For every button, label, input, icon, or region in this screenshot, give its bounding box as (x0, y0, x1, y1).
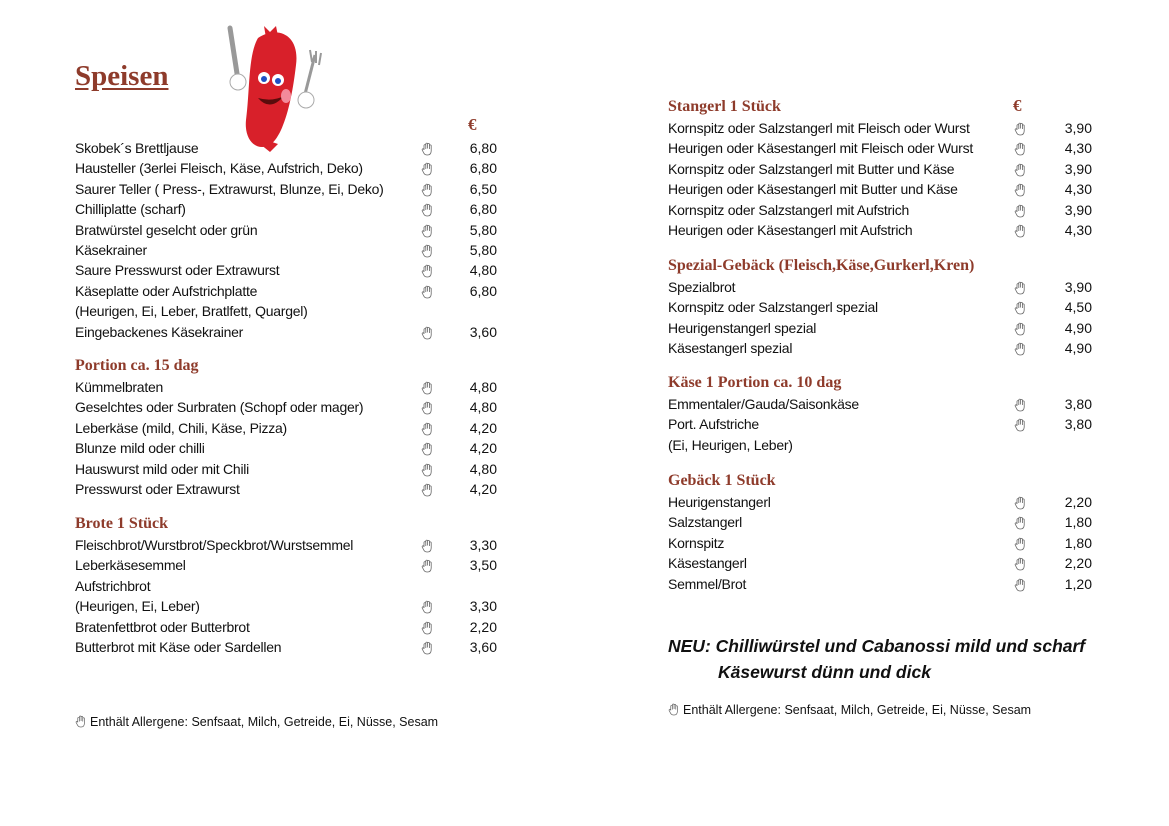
menu-item-price: 4,30 (1064, 140, 1092, 157)
menu-item (668, 414, 1092, 434)
menu-item (668, 394, 1092, 414)
menu-item (668, 533, 1092, 553)
hand-icon (421, 462, 434, 476)
hand-icon (1014, 321, 1027, 335)
menu-item-price: 4,80 (469, 399, 497, 416)
currency-header: € (468, 115, 477, 134)
hand-icon (421, 182, 434, 196)
menu-item (75, 397, 497, 417)
hand-icon (421, 243, 434, 257)
hand-icon (75, 715, 90, 729)
menu-item (668, 512, 1092, 532)
hand-icon (421, 558, 434, 572)
menu-item-name: Heurigenstangerl (668, 494, 771, 510)
menu-item (75, 438, 497, 458)
menu-item-name: Semmel/Brot (668, 575, 747, 592)
section-heading: Käse 1 Portion ca. 10 dag (668, 374, 842, 391)
hand-icon (421, 141, 434, 155)
menu-item-price: 3,90 (1064, 120, 1092, 136)
section-stangerl (668, 96, 1092, 240)
menu-item (75, 240, 497, 260)
menu-item-name: Kornspitz oder Salzstangerl mit Butter und Käse (668, 160, 955, 177)
menu-item-name: Heurigenstangerl spezial (668, 319, 817, 336)
menu-item-name: Käsestangerl (668, 555, 747, 572)
menu-item-name: Kornspitz oder Salzstangerl spezial (668, 299, 878, 316)
menu-item-name: Heurigen oder Käsestangerl mit Aufstrich (668, 221, 913, 238)
menu-item (75, 138, 497, 158)
menu-item-price: 1,80 (1064, 514, 1092, 531)
menu-item (75, 596, 497, 616)
section-heading: Brote 1 Stück (75, 515, 169, 532)
menu-item-price: 2,20 (469, 618, 497, 635)
hand-icon (421, 202, 434, 216)
menu-item (668, 297, 1092, 317)
hand-icon (1014, 162, 1027, 176)
menu-item (75, 637, 497, 657)
menu-item-name: Käsestangerl spezial (668, 340, 793, 357)
menu-item-price: 4,90 (1064, 340, 1092, 357)
allergen-note-left (75, 715, 438, 729)
menu-item-price: 1,80 (1064, 534, 1092, 551)
menu-item (75, 479, 497, 499)
hand-icon (1014, 203, 1027, 217)
menu-item (75, 301, 384, 321)
menu-item-name: Leberkäsesemmel (75, 557, 186, 574)
menu-item-price: 3,90 (1064, 160, 1092, 177)
hand-icon (421, 325, 434, 339)
menu-item-name: Leberkäse (mild, Chili, Käse, Pizza) (75, 419, 287, 436)
hand-icon (421, 421, 434, 435)
hand-icon (421, 284, 434, 298)
menu-item (75, 576, 353, 596)
hand-icon (1014, 495, 1027, 509)
section-heading: Portion ca. 15 dag (75, 357, 199, 374)
menu-item-name: Saure Presswurst oder Extrawurst (75, 262, 280, 279)
menu-item-price: 4,30 (1064, 181, 1092, 198)
menu-item-name: Bratwürstel geselcht oder grün (75, 221, 258, 238)
menu-item-price: 3,30 (469, 537, 497, 553)
menu-item-price: 6,50 (469, 180, 497, 197)
menu-item-name: Kümmelbraten (75, 379, 164, 395)
hand-icon (421, 620, 434, 634)
menu-item-price: 3,80 (1064, 416, 1092, 433)
menu-item-price: 4,90 (1064, 319, 1092, 336)
menu-item-name: Skobek´s Brettljause (75, 140, 199, 156)
menu-item (668, 277, 1092, 297)
menu-item-price: 2,20 (1064, 494, 1092, 510)
hand-icon (1014, 417, 1027, 431)
hand-icon (1014, 536, 1027, 550)
menu-item-price: 1,20 (1064, 575, 1092, 592)
menu-item-price: 3,60 (469, 638, 497, 655)
hand-icon (1014, 515, 1027, 529)
hand-icon (421, 161, 434, 175)
menu-item (75, 418, 497, 438)
hand-icon (1014, 341, 1027, 355)
currency-header-right: € (1013, 96, 1022, 115)
menu-item-name: Blunze mild oder chilli (75, 440, 205, 457)
menu-item-name: Spezialbrot (668, 279, 736, 295)
menu-item-price: 3,90 (1064, 201, 1092, 218)
hand-icon (1014, 556, 1027, 570)
section-brote (75, 513, 497, 657)
menu-item-name: Bratenfettbrot oder Butterbrot (75, 618, 250, 635)
menu-item-name: Kornspitz oder Salzstangerl mit Fleisch oder Wurst (668, 120, 970, 136)
hand-icon (421, 263, 434, 277)
hand-icon (421, 640, 434, 654)
hand-icon (1014, 397, 1027, 411)
menu-item (75, 199, 497, 219)
menu-item-price: 4,80 (469, 379, 497, 395)
hand-icon (1014, 280, 1027, 294)
menu-item-price: 2,20 (1064, 555, 1092, 572)
menu-item-price: 6,80 (469, 160, 497, 177)
menu-item-name: Chilliplatte (scharf) (75, 201, 186, 218)
menu-item-name: Käsekrainer (75, 241, 147, 258)
menu-item-name: Eingebackenes Käsekrainer (75, 323, 244, 340)
hand-icon (421, 482, 434, 496)
menu-item-name: Hauswurst mild oder mit Chili (75, 460, 250, 477)
allergen-note-right (668, 703, 1031, 717)
menu-item-price: 4,80 (469, 460, 497, 477)
hand-icon (1014, 182, 1027, 196)
menu-item (75, 158, 497, 178)
menu-item (75, 617, 497, 637)
section-heading: Gebäck 1 Stück (668, 472, 776, 489)
menu-item (668, 179, 1092, 199)
menu-item (75, 377, 497, 397)
hand-icon (668, 703, 683, 717)
section-portion (75, 355, 497, 499)
menu-item-name: Hausteller (3erlei Fleisch, Käse, Aufstrich, Deko) (75, 160, 363, 177)
menu-item-name: (Ei, Heurigen, Leber) (668, 436, 793, 453)
menu-item-price: 6,80 (469, 201, 497, 218)
hand-icon (1014, 223, 1027, 237)
menu-item-name: (Heurigen, Ei, Leber, Bratlfett, Quargel) (75, 303, 308, 320)
menu-item-price: 4,20 (469, 440, 497, 457)
news-line-2: Käsewurst dünn und dick (718, 662, 931, 682)
menu-item-name: Aufstrichbrot (75, 577, 151, 594)
menu-item-name: Fleischbrot/Wurstbrot/Speckbrot/Wurstsemmel (75, 537, 354, 553)
menu-item (75, 179, 497, 199)
menu-item-name: Geselchtes oder Surbraten (Schopf oder mager) (75, 399, 364, 416)
hand-icon (1014, 121, 1027, 135)
menu-item (75, 220, 497, 240)
hand-icon (421, 599, 434, 613)
hand-icon (421, 441, 434, 455)
menu-item-price: 4,50 (1064, 299, 1092, 316)
menu-item (668, 338, 1092, 358)
menu-item-price: 3,50 (469, 557, 497, 574)
menu-item-price: 4,20 (469, 480, 497, 497)
menu-item-price: 5,80 (469, 221, 497, 238)
menu-item (668, 220, 1092, 240)
menu-item (668, 435, 859, 455)
menu-item-price: 3,80 (1064, 396, 1092, 412)
menu-item (668, 138, 1092, 158)
allergen-note-text: Enthält Allergene: Senfsaat, Milch, Getreide, Ei, Nüsse, Sesam (90, 715, 439, 729)
menu-item (668, 574, 1092, 594)
section-gebaeck (668, 470, 1092, 594)
menu-item-name: Presswurst oder Extrawurst (75, 480, 240, 497)
menu-item-price: 4,20 (469, 419, 497, 436)
menu-item-price: 6,80 (469, 140, 497, 156)
menu-item (668, 553, 1092, 573)
menu-item-name: Port. Aufstriche (668, 416, 759, 433)
menu-item (75, 535, 497, 555)
menu-item (75, 281, 497, 301)
menu-item-price: 4,80 (469, 262, 497, 279)
menu-item-name: (Heurigen, Ei, Leber) (75, 598, 200, 615)
menu-item-name: Emmentaler/Gauda/Saisonkäse (668, 396, 859, 412)
menu-item (75, 555, 497, 575)
hand-icon (421, 380, 434, 394)
menu-item-price: 6,80 (469, 282, 497, 299)
hand-icon (1014, 577, 1027, 591)
page-title: Speisen (75, 60, 169, 92)
menu-item-price: 3,60 (469, 323, 497, 340)
menu-item-name: Salzstangerl (668, 514, 743, 531)
menu-item (668, 200, 1092, 220)
menu-item-price: 5,80 (469, 241, 497, 258)
hand-icon (421, 223, 434, 237)
section-heading: Spezial-Gebäck (Fleisch,Käse,Gurkerl,Kren) (668, 257, 975, 274)
hand-icon (421, 400, 434, 414)
news-announcement (668, 633, 1085, 685)
menu-item (668, 492, 1092, 512)
hand-icon (421, 538, 434, 552)
section-speisen (75, 138, 497, 342)
menu-item (75, 260, 497, 280)
news-line-1: NEU: Chilliwürstel und Cabanossi mild und scharf (668, 636, 1086, 656)
hand-icon (1014, 300, 1027, 314)
menu-item-name: Käseplatte oder Aufstrichplatte (75, 282, 258, 299)
menu-item (668, 318, 1092, 338)
menu-item-name: Kornspitz oder Salzstangerl mit Aufstrich (668, 201, 910, 218)
menu-item-name: Kornspitz (668, 534, 725, 551)
menu-item (75, 459, 497, 479)
menu-item-price: 3,30 (469, 598, 497, 615)
menu-item (668, 118, 1092, 138)
menu-item-name: Saurer Teller ( Press-, Extrawurst, Blunze, Ei, Deko) (75, 180, 384, 197)
allergen-note-text: Enthält Allergene: Senfsaat, Milch, Getreide, Ei, Nüsse, Sesam (683, 703, 1032, 717)
menu-item-name: Heurigen oder Käsestangerl mit Fleisch oder Wurst (668, 140, 973, 157)
section-spezial (668, 255, 1092, 359)
menu-item-name: Heurigen oder Käsestangerl mit Butter und Käse (668, 181, 958, 198)
menu-item (668, 159, 1092, 179)
menu-item-price: 3,90 (1064, 279, 1092, 295)
section-heading: Stangerl 1 Stück (668, 98, 781, 115)
menu-item (75, 322, 497, 342)
section-kaese (668, 372, 1092, 455)
hand-icon (1014, 141, 1027, 155)
menu-item-name: Butterbrot mit Käse oder Sardellen (75, 638, 282, 655)
menu-item-price: 4,30 (1064, 221, 1092, 238)
